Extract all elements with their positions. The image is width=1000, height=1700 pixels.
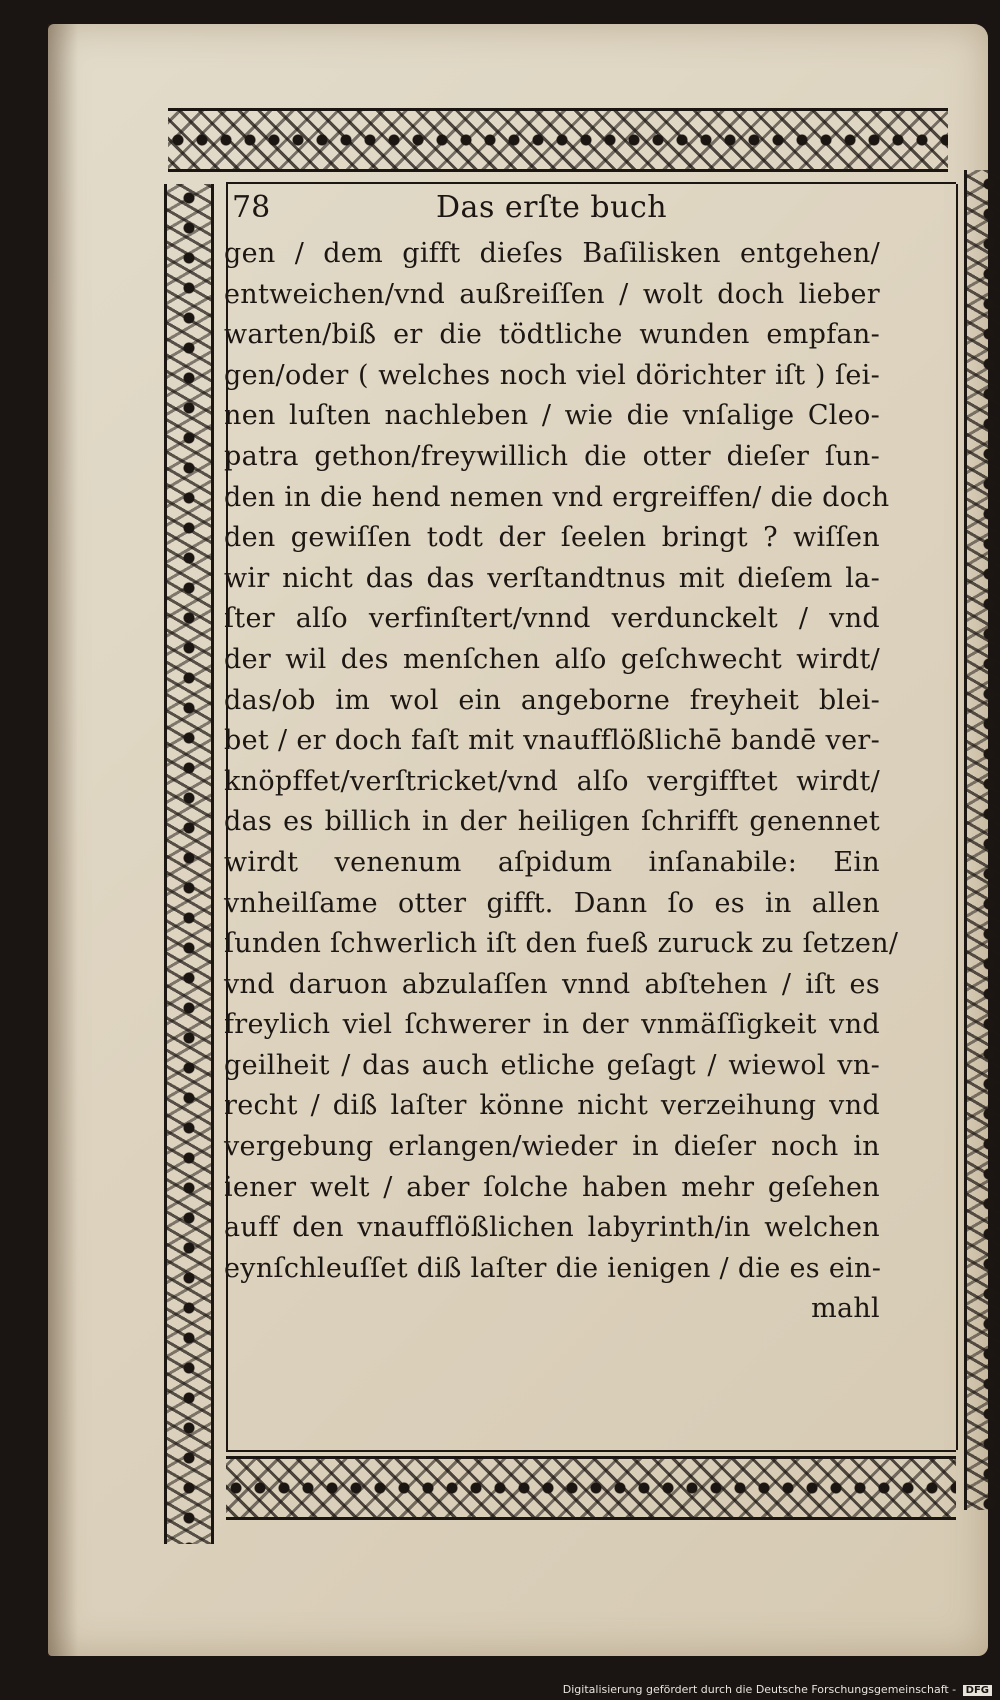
text-line: iener welt / aber ſolche haben mehr geſehen	[224, 1171, 880, 1203]
page-number: 78	[232, 190, 271, 225]
text-line: entweichen/vnd außreiſſen / wolt doch lieber	[224, 278, 880, 310]
digitization-credit-text: Digitalisierung gefördert durch die Deutsche Forschungsgemeinschaft -	[562, 1683, 957, 1696]
text-block	[224, 182, 899, 1330]
text-line: vnheilſame otter gifft. Dann ſo es in allen	[224, 887, 880, 919]
text-line: geilheit / das auch etliche geſagt / wiewol vn-	[224, 1049, 880, 1081]
text-line: bet / er doch faſt mit vnaufflößlichē bandē ver-	[224, 725, 880, 757]
frame-rule-right	[956, 184, 958, 1450]
text-line: ſunden ſchwerlich iſt den fueß zuruck zu ſetzen/	[224, 928, 899, 960]
text-line: der wil des menſchen alſo geſchwecht wirdt/	[224, 643, 880, 675]
ornament-border-bottom	[226, 1456, 956, 1520]
text-line: nen luſten nachleben / wie die vnſalige Cleo-	[224, 400, 880, 432]
text-line: knöpffet/verſtricket/vnd alſo vergifftet wirdt/	[224, 765, 880, 797]
ornament-border-top	[168, 108, 948, 172]
digitization-credit	[563, 1683, 992, 1696]
frame-rule-bottom	[226, 1450, 956, 1452]
text-line: recht / diß laſter könne nicht verzeihung vnd	[224, 1090, 880, 1122]
text-line: wirdt venenum aſpidum inſanabile: Ein	[224, 846, 880, 878]
page-header	[224, 182, 880, 234]
body-text	[224, 234, 899, 1330]
text-line: wir nicht das das verſtandtnus mit dieſem la-	[224, 562, 880, 594]
text-line: auff den vnaufflößlichen labyrinth/in welchen	[224, 1212, 880, 1244]
dfg-logo: DFG	[963, 1685, 992, 1696]
text-line: gen / dem gifft dieſes Baſilisken entgehen/	[224, 238, 880, 269]
text-line: den in die hend nemen vnd ergreiffen/ die doch	[224, 481, 890, 513]
ornament-border-right	[964, 170, 1000, 1510]
ornament-border-left	[164, 184, 214, 1544]
text-line: patra gethon/freywillich die otter dieſer ſun-	[224, 440, 880, 472]
text-line: vergebung erlangen/wieder in dieſer noch in	[224, 1131, 880, 1163]
text-line: freylich viel ſchwerer in der vnmäſſigkeit vnd	[224, 1009, 880, 1041]
text-line: das/ob im wol ein angeborne freyheit blei-	[224, 684, 880, 716]
catchword: mahl	[811, 1293, 880, 1325]
book-page	[48, 24, 988, 1656]
text-line: das es billich in der heiligen ſchrifft genennet	[224, 806, 880, 838]
text-line: den gewiſſen todt der ſeelen bringt ? wiſſen	[224, 522, 880, 554]
text-line: eynſchleuſſet diß laſter die ienigen / die es ein-	[224, 1252, 882, 1284]
text-line: gen/oder ( welches noch viel dörichter iſt ) ſei-	[224, 359, 880, 391]
spine-shadow	[48, 24, 78, 1656]
running-head: Das erſte buch	[436, 190, 668, 225]
text-line: ſter alſo verfinſtert/vnnd verdunckelt / vnd	[224, 603, 880, 635]
text-line: warten/biß er die tödtliche wunden empfan-	[224, 319, 880, 351]
text-line: vnd daruon abzulaſſen vnnd abſtehen / iſt es	[224, 968, 880, 1000]
